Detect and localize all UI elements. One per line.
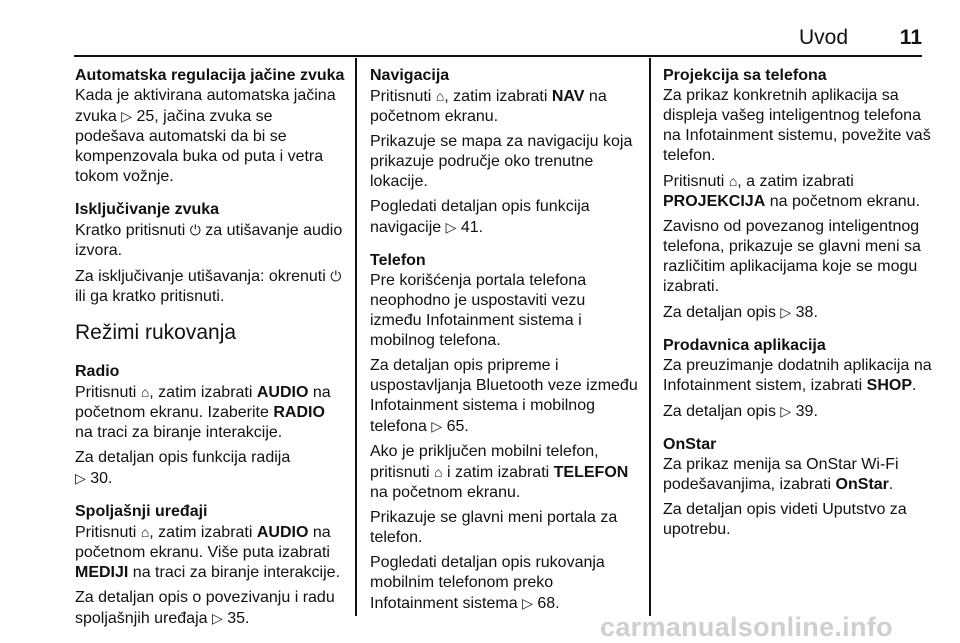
paragraph: Pogledati detaljan opis rukovanja mobilnim telefonom preko Infotainment sistema ▷ 68. bbox=[370, 554, 605, 612]
paragraph: Kada je aktivirana automatska jačina zvuka ▷ 25, jačina zvuka se podešava automatski da bi se kompenzovala buka od puta i vetra tokom vožnje. bbox=[75, 87, 336, 185]
home-icon: ⌂ bbox=[434, 464, 443, 480]
ref-arrow-icon: ▷ bbox=[431, 418, 443, 434]
paragraph: Za isključivanje utišavanja: okrenuti ⏻ ili ga kratko pritisnuti. bbox=[75, 268, 342, 305]
paragraph: Pritisnuti ⌂, a zatim izabrati PROJEKCIJA na početnom ekranu. bbox=[663, 173, 921, 210]
paragraph: Pritisnuti ⌂, zatim izabrati AUDIO na početnom ekranu. Izaberite RADIO na traci za biranje interakcije. bbox=[75, 384, 331, 441]
column-3 bbox=[663, 66, 938, 553]
paragraph: Pogledati detaljan opis funkcija navigacije ▷ 41. bbox=[370, 198, 590, 236]
paragraph: Za preuzimanje dodatnih aplikacija na Infotainment sistem, izabrati SHOP. bbox=[663, 357, 932, 394]
heading-mute: Isključivanje zvuka bbox=[75, 201, 220, 218]
heading-auto-volume: Automatska regulacija jačine zvuka bbox=[75, 67, 345, 84]
watermark: carmanualsonline.info bbox=[600, 612, 893, 642]
home-icon: ⌂ bbox=[728, 173, 738, 189]
paragraph: Za detaljan opis o povezivanju i radu spoljašnjih uređaja ▷ 35. bbox=[75, 589, 335, 627]
ref-arrow-icon: ▷ bbox=[780, 403, 792, 419]
paragraph: Za detaljan opis ▷ 39. bbox=[663, 403, 818, 420]
header-rule bbox=[74, 55, 922, 57]
paragraph: Pritisnuti ⌂, zatim izabrati AUDIO na početnom ekranu. Više puta izabrati MEDIJI na traci za biranje interakcije. bbox=[75, 524, 341, 581]
heading-app-store: Prodavnica aplikacija bbox=[663, 337, 826, 354]
home-icon: ⌂ bbox=[140, 524, 150, 540]
heading-phone: Telefon bbox=[370, 252, 426, 269]
ref-arrow-icon: ▷ bbox=[211, 610, 223, 626]
home-icon: ⌂ bbox=[140, 384, 150, 400]
heading-navigation: Navigacija bbox=[370, 67, 450, 84]
heading-external-devices: Spoljašnji uređaji bbox=[75, 503, 208, 520]
heading-radio: Radio bbox=[75, 363, 120, 380]
paragraph: Za detaljan opis pripreme i uspostavljanja Bluetooth veze između Infotainment sistema i mobilnog telefona ▷ 65. bbox=[370, 357, 638, 435]
column-divider bbox=[355, 58, 357, 616]
paragraph: Za detaljan opis funkcija radija ▷ 30. bbox=[75, 449, 291, 487]
paragraph: Za detaljan opis ▷ 38. bbox=[663, 304, 818, 321]
paragraph: Zavisno od povezanog inteligentnog telefona, prikazuje se glavni meni sa različitim aplikacijama koje se mogu izabrati. bbox=[663, 218, 921, 295]
ref-arrow-icon: ▷ bbox=[121, 108, 133, 124]
heading-onstar: OnStar bbox=[663, 436, 717, 453]
paragraph: Za detaljan opis videti Uputstvo za upotrebu. bbox=[663, 501, 907, 538]
column-1 bbox=[75, 66, 345, 642]
paragraph: Prikazuje se mapa za navigaciju koja prikazuje područje oko trenutne lokacije. bbox=[370, 133, 633, 190]
paragraph: Pre korišćenja portala telefona neophodno je uspostaviti vezu između Infotainment sistema i mobilnog telefona. bbox=[370, 272, 587, 349]
column-2 bbox=[370, 66, 640, 627]
page-number: 11 bbox=[899, 26, 922, 49]
ref-arrow-icon: ▷ bbox=[780, 304, 792, 320]
ref-arrow-icon: ▷ bbox=[445, 219, 457, 235]
power-icon: ⏻ bbox=[330, 268, 342, 284]
paragraph: Prikazuje se glavni meni portala za telefon. bbox=[370, 509, 618, 546]
paragraph: Pritisnuti ⌂, zatim izabrati NAV na početnom ekranu. bbox=[370, 88, 607, 125]
power-icon: ⏻ bbox=[189, 222, 201, 238]
paragraph: Za prikaz menija sa OnStar Wi-Fi podešavanjima, izabrati OnStar. bbox=[663, 456, 899, 493]
ref-arrow-icon: ▷ bbox=[522, 595, 533, 611]
column-divider bbox=[649, 58, 651, 616]
home-icon: ⌂ bbox=[435, 88, 445, 104]
heading-phone-projection: Projekcija sa telefona bbox=[663, 67, 827, 84]
paragraph: Kratko pritisnuti ⏻ za utišavanje audio izvora. bbox=[75, 222, 343, 259]
ref-arrow-icon: ▷ bbox=[75, 470, 86, 486]
paragraph: Ako je priključen mobilni telefon, pritisnuti ⌂ i zatim izabrati TELEFON na početnom ekranu. bbox=[370, 443, 629, 501]
paragraph: Za prikaz konkretnih aplikacija sa displeja vašeg inteligentnog telefona na Infotainment sistemu, povežite vaš telefon. bbox=[663, 87, 931, 164]
section-title: Uvod bbox=[798, 26, 848, 49]
page-header bbox=[0, 0, 960, 56]
section-heading-modes: Režimi rukovanja bbox=[75, 321, 237, 344]
